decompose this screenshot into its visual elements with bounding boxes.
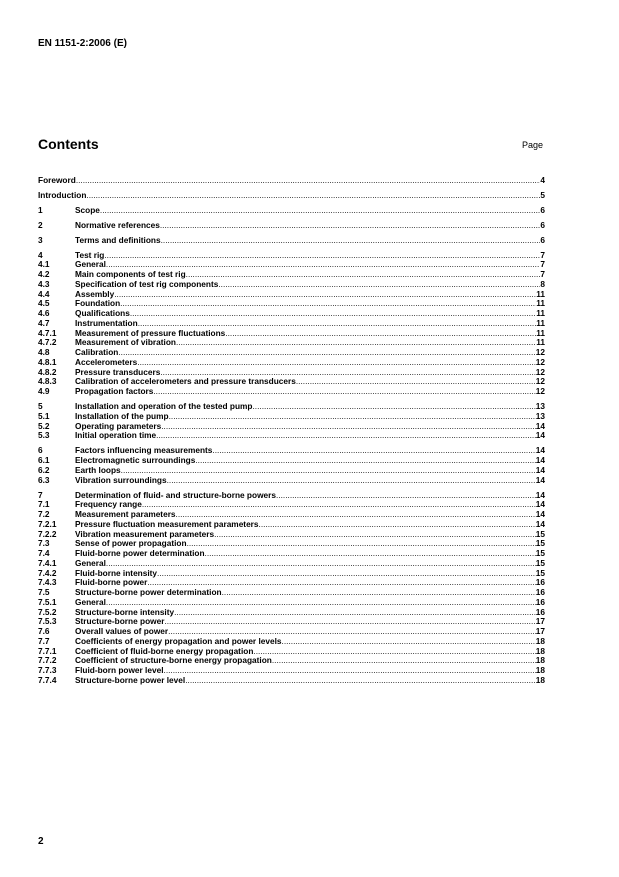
toc-entry-page: 14 [535, 474, 545, 485]
toc-entry[interactable] [38, 280, 545, 290]
toc-entry-title: Test rig [75, 249, 105, 260]
toc-entry-page: 12 [535, 356, 545, 367]
toc-entry-page: 12 [535, 347, 545, 358]
toc-dot-leader [205, 549, 536, 559]
toc-entry-title: Fluid-borne intensity [75, 567, 158, 578]
toc-entry-title: Coefficient of fluid-borne energy propagation [75, 645, 254, 656]
toc-entry[interactable] [38, 476, 545, 486]
toc-entry-number: 7.7 [38, 635, 50, 646]
toc-entry-title: Earth loops [75, 464, 121, 475]
page-column-label: Page [522, 140, 544, 150]
toc-dot-leader [137, 358, 536, 368]
toc-entry-number: 4.7.1 [38, 327, 57, 338]
toc-entry[interactable] [38, 431, 545, 441]
toc-entry-title: General [75, 596, 106, 607]
toc-dot-leader [185, 676, 536, 686]
page-number: 2 [38, 836, 44, 847]
toc-entry-number: 7.5.2 [38, 606, 57, 617]
toc-dot-leader [187, 539, 536, 549]
toc-entry-number: 1 [38, 204, 43, 215]
toc-dot-leader [157, 569, 536, 579]
toc-dot-leader [106, 559, 536, 569]
toc-dot-leader [272, 656, 536, 666]
toc-dot-leader [161, 236, 541, 246]
toc-entry-page: 7 [540, 259, 545, 270]
toc-dot-leader [114, 290, 536, 300]
toc-entry-page: 14 [535, 509, 545, 519]
toc-entry-number: 7.7.4 [38, 674, 57, 685]
toc-entry-title: Coefficient of structure-borne energy propagation [75, 655, 272, 666]
toc-entry-page: 18 [535, 645, 545, 656]
toc-dot-leader [161, 422, 536, 432]
toc-entry-title: Introduction [38, 189, 87, 200]
toc-entry-page: 18 [535, 635, 545, 646]
toc-entry-title: Fluid-borne power [75, 577, 148, 588]
toc-dot-leader [222, 588, 536, 598]
toc-entry-page: 7 [540, 269, 545, 280]
toc-dot-leader [76, 176, 541, 186]
toc-entry-title: Initial operation time [75, 430, 157, 441]
toc-dot-leader [214, 530, 536, 540]
toc-entry-number: 7 [38, 489, 43, 500]
toc-entry-number: 7.1 [38, 499, 50, 510]
toc-entry-title: Structure-borne power determination [75, 587, 222, 597]
toc-dot-leader [218, 280, 540, 290]
toc-entry-page: 11 [536, 288, 545, 299]
toc-entry-number: 4.1 [38, 259, 50, 270]
toc-entry-title: Qualifications [75, 308, 130, 319]
toc-entry-number: 4.6 [38, 308, 50, 319]
toc-entry-page: 14 [535, 464, 545, 475]
toc-entry[interactable] [38, 221, 545, 231]
toc-entry-number: 7.4.1 [38, 557, 57, 568]
toc-dot-leader [282, 637, 536, 647]
toc-entry-page: 12 [535, 366, 545, 377]
toc-entry-title: Pressure transducers [75, 366, 161, 377]
toc-entry[interactable] [38, 176, 545, 186]
toc-dot-leader [100, 206, 540, 216]
toc-entry-page: 5 [540, 189, 545, 200]
toc-entry-number: 6 [38, 445, 43, 456]
toc-entry-number: 4.4 [38, 288, 50, 299]
toc-entry-page: 18 [535, 674, 545, 685]
toc-entry[interactable] [38, 236, 545, 246]
toc-dot-leader [186, 270, 541, 280]
toc-entry-title: General [75, 259, 106, 270]
toc-entry[interactable] [38, 676, 545, 686]
toc-dot-leader [153, 387, 535, 397]
table-of-contents [38, 176, 545, 686]
toc-dot-leader [121, 466, 536, 476]
toc-entry-title: Propagation factors [75, 386, 154, 397]
toc-entry-number: 4.8.1 [38, 356, 57, 367]
toc-dot-leader [167, 476, 536, 486]
toc-entry-number: 4.7 [38, 317, 50, 328]
document-header: EN 1151-2:2006 (E) [38, 38, 127, 49]
toc-entry-page: 15 [535, 557, 545, 568]
toc-entry-title: Sense of power propagation [75, 538, 187, 549]
toc-entry-title: Operating parameters [75, 420, 162, 431]
toc-entry-title: Factors influencing measurements [75, 445, 213, 456]
toc-entry-title: Installation of the pump [75, 410, 169, 421]
toc-entry-page: 15 [535, 528, 545, 539]
toc-entry-title: Normative references [75, 219, 160, 230]
toc-entry-page: 6 [540, 204, 545, 215]
toc-entry-number: 5 [38, 401, 43, 412]
toc-entry-number: 5.1 [38, 410, 50, 421]
toc-entry[interactable] [38, 387, 545, 397]
toc-dot-leader [118, 348, 535, 358]
toc-entry-page: 7 [540, 249, 545, 260]
toc-entry-number: 6.3 [38, 474, 50, 485]
toc-entry[interactable] [38, 588, 545, 598]
toc-entry-number: 5.2 [38, 420, 50, 431]
toc-entry-title: Measurement of vibration [75, 337, 176, 348]
toc-entry-page: 11 [536, 317, 545, 328]
contents-heading: Contents [38, 136, 99, 152]
toc-entry-page: 4 [540, 175, 545, 185]
toc-entry-title: Scope [75, 204, 100, 215]
toc-entry-number: 7.7.1 [38, 645, 57, 656]
toc-entry-number: 2 [38, 219, 43, 230]
toc-entry-title: Accelerometers [75, 356, 138, 367]
toc-entry[interactable] [38, 191, 545, 201]
toc-entry-number: 7.2 [38, 509, 50, 519]
toc-dot-leader [130, 309, 536, 319]
toc-entry-title: Pressure fluctuation measurement parameters [75, 518, 259, 529]
toc-entry-page: 15 [535, 567, 545, 578]
toc-entry-number: 4.9 [38, 386, 50, 397]
toc-entry-title: Structure-borne power [75, 616, 165, 627]
toc-entry-number: 4.5 [38, 298, 50, 309]
toc-entry-page: 11 [536, 298, 545, 309]
toc-entry-title: Structure-borne intensity [75, 606, 175, 617]
toc-entry-title: Foreword [38, 175, 76, 185]
toc-entry-title: Calibration of accelerometers and pressure transducers [75, 376, 296, 387]
toc-entry-number: 6.1 [38, 455, 50, 466]
toc-entry-page: 6 [540, 234, 545, 245]
toc-dot-leader [174, 608, 536, 618]
toc-entry-number: 7.6 [38, 626, 50, 636]
toc-entry-page: 14 [535, 445, 545, 456]
toc-entry-number: 7.4.2 [38, 567, 57, 578]
toc-entry-number: 7.4 [38, 548, 50, 558]
toc-entry-number: 7.5 [38, 587, 50, 597]
toc-entry-title: Instrumentation [75, 317, 138, 328]
toc-entry-number: 7.5.3 [38, 616, 57, 627]
toc-entry[interactable] [38, 251, 545, 261]
toc-entry-title: Electromagnetic surroundings [75, 455, 196, 466]
toc-entry-page: 14 [535, 499, 545, 510]
toc-entry-page: 12 [535, 376, 545, 387]
toc-dot-leader [212, 446, 535, 456]
toc-entry-page: 12 [535, 386, 545, 397]
toc-dot-leader [164, 666, 536, 676]
toc-entry-title: Fluid-born power level [75, 665, 164, 675]
toc-entry-title: Structure-borne power level [75, 674, 186, 685]
toc-dot-leader [296, 377, 536, 387]
toc-dot-leader [156, 431, 536, 441]
toc-entry-number: 7.3 [38, 538, 50, 549]
toc-dot-leader [253, 647, 535, 657]
toc-dot-leader [225, 329, 536, 339]
toc-entry-page: 11 [536, 308, 545, 319]
toc-entry-title: Frequency range [75, 499, 142, 510]
toc-entry-title: Coefficients of energy propagation and power levels [75, 635, 282, 646]
toc-entry-number: 7.2.1 [38, 518, 57, 529]
toc-entry-title: Main components of test rig [75, 269, 186, 280]
toc-entry-number: 4.2 [38, 269, 50, 280]
toc-entry-page: 14 [535, 489, 545, 500]
toc-entry-page: 14 [535, 430, 545, 441]
toc-entry-number: 4.8 [38, 347, 50, 358]
toc-entry-number: 4.7.2 [38, 337, 57, 348]
toc-entry-title: Vibration measurement parameters [75, 528, 215, 539]
toc-entry-title: Overall values of power [75, 626, 169, 636]
toc-entry-page: 18 [535, 665, 545, 675]
toc-entry-page: 8 [540, 278, 545, 289]
toc-entry-page: 11 [536, 327, 545, 338]
toc-dot-leader [86, 191, 540, 201]
toc-entry-title: Terms and definitions [75, 234, 161, 245]
toc-entry-page: 11 [536, 337, 545, 348]
toc-entry-title: Measurement parameters [75, 509, 176, 519]
toc-dot-leader [259, 520, 536, 530]
toc-entry-title: Installation and operation of the tested pump [75, 401, 253, 412]
toc-entry-number: 7.5.1 [38, 596, 57, 607]
toc-entry-number: 4.8.2 [38, 366, 57, 377]
toc-entry-page: 13 [535, 410, 545, 421]
toc-entry-number: 7.7.3 [38, 665, 57, 675]
toc-dot-leader [195, 456, 535, 466]
toc-entry-number: 4 [38, 249, 43, 260]
toc-entry-page: 16 [535, 596, 545, 607]
toc-dot-leader [104, 251, 540, 261]
toc-entry-title: Specification of test rig components [75, 278, 219, 289]
toc-entry-page: 16 [535, 606, 545, 617]
toc-entry-page: 15 [535, 548, 545, 558]
toc-entry-title: Fluid-borne power determination [75, 548, 205, 558]
toc-entry-number: 7.7.2 [38, 655, 57, 666]
toc-entry-page: 16 [535, 587, 545, 597]
toc-entry-page: 16 [535, 577, 545, 588]
toc-dot-leader [142, 500, 536, 510]
toc-entry-page: 14 [535, 455, 545, 466]
toc-entry-title: Vibration surroundings [75, 474, 167, 485]
toc-dot-leader [252, 402, 535, 412]
toc-entry[interactable] [38, 206, 545, 216]
toc-entry-page: 17 [535, 616, 545, 627]
toc-entry-title: Determination of fluid- and structure-borne powers [75, 489, 276, 500]
toc-entry-number: 7.4.3 [38, 577, 57, 588]
toc-dot-leader [176, 338, 536, 348]
toc-entry-number: 4.3 [38, 278, 50, 289]
toc-entry-page: 18 [535, 655, 545, 666]
toc-entry[interactable] [38, 549, 545, 559]
toc-entry-page: 13 [535, 401, 545, 412]
toc-entry-page: 6 [540, 219, 545, 230]
toc-entry-page: 14 [535, 518, 545, 529]
toc-entry-number: 7.2.2 [38, 528, 57, 539]
toc-entry-number: 5.3 [38, 430, 50, 441]
toc-dot-leader [276, 491, 536, 501]
toc-entry-page: 14 [535, 420, 545, 431]
toc-dot-leader [164, 617, 535, 627]
toc-entry-number: 4.8.3 [38, 376, 57, 387]
toc-dot-leader [120, 299, 536, 309]
toc-dot-leader [169, 412, 536, 422]
toc-entry-title: Foundation [75, 298, 121, 309]
toc-entry-title: Measurement of pressure fluctuations [75, 327, 226, 338]
toc-entry-page: 17 [535, 626, 545, 636]
toc-dot-leader [160, 221, 541, 231]
toc-entry-title: Assembly [75, 288, 115, 299]
toc-entry-title: General [75, 557, 106, 568]
toc-entry-number: 6.2 [38, 464, 50, 475]
toc-entry-number: 3 [38, 234, 43, 245]
toc-entry-title: Calibration [75, 347, 119, 358]
toc-entry-page: 15 [535, 538, 545, 549]
